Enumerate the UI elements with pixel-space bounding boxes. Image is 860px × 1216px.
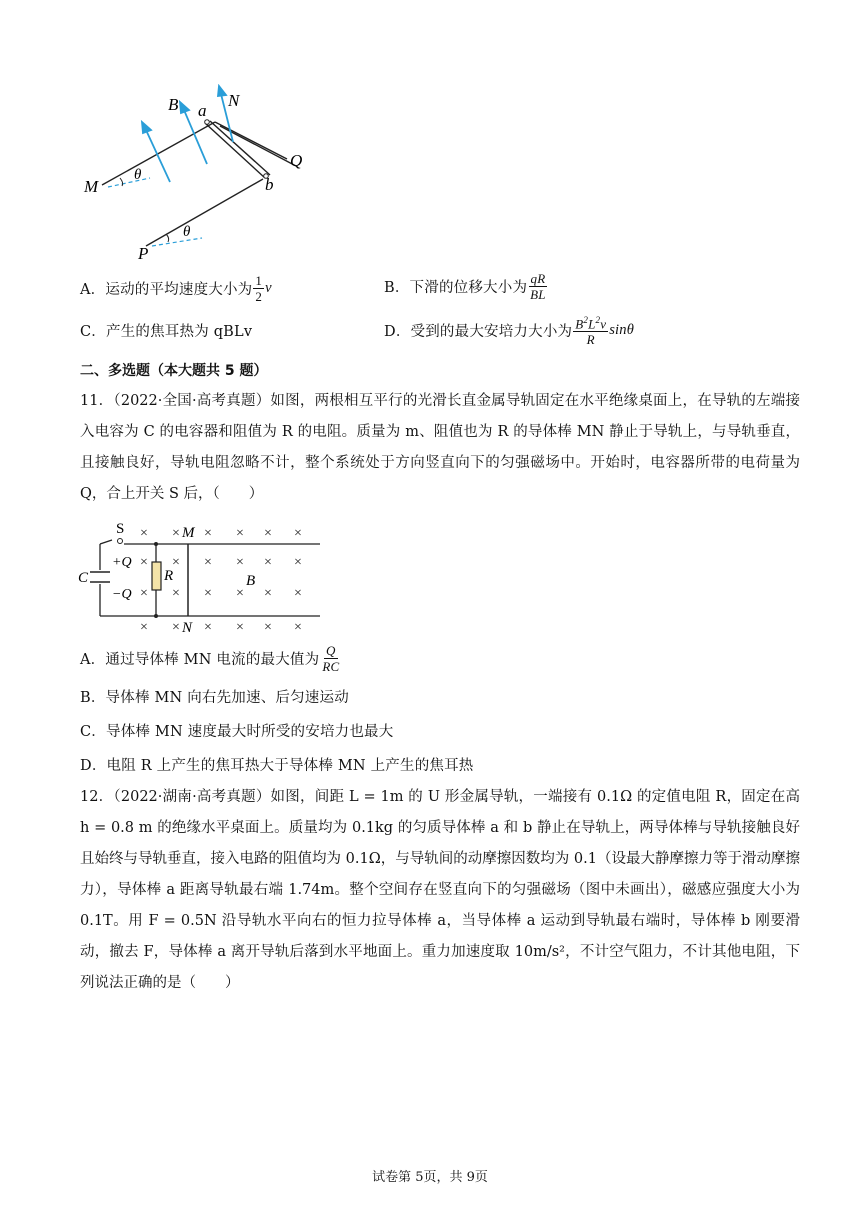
option-d-q10 — [384, 310, 634, 350]
svg-text:×: × — [264, 526, 272, 541]
question-12-text: 12．（2022·湖南·高考真题）如图，间距 L = 1m 的 U 形金属导轨，一端接有 0.1Ω 的定值电阻 R，固定在高 h = 0.8 m 的绝缘水平桌面上。质量均为 0.1kg 的匀质导体棒 a 和 b 静止在导轨上，两导体棒与导轨接触良好且始终与导轨垂直，接入电路的阻值均为 0.1Ω，与导轨间的动摩擦因数均为 0.1（设最大静摩擦力等于滑动摩擦力），导体棒 a 距离导轨最右端 1.74m。整个空间存在竖直向下的匀强磁场（图中未画出），磁感应强度大小为 0.1T。用 F = 0.5N 沿导轨水平向右的恒力拉导体棒 a，当导体棒 a 运动到导轨最右端时，导体棒 b 刚要滑动，撤去 F，导体棒 a 离开导轨后落到水平地面上。重力加速度取 10m/s²，不计空气阻力，不计其他电阻，下列说法正确的是（ ） — [80, 789, 800, 991]
svg-text:×: × — [236, 555, 244, 570]
option-b-fraction — [528, 271, 548, 302]
circuit-label-minus-q: −Q — [112, 587, 132, 602]
question-11-text: 11．（2022·全国·高考真题）如图，两根相互平行的光滑长直金属导轨固定在水平绝缘桌面上，在导轨的左端接入电容为 C 的电容器和阻值为 R 的电阻。质量为 m、阻值也为 R 的导体棒 MN 静止于导轨上，与导轨垂直，且接触良好，导轨电阻忽略不计，整个系统处于方向竖直向下的匀强磁场中。开始时，电容器所带的电荷量为 Q，合上开关 S 后，（ ） — [80, 393, 800, 502]
circuit-label-M: M — [182, 525, 195, 541]
svg-text:×: × — [294, 620, 302, 635]
svg-text:×: × — [294, 586, 302, 601]
option-d-num: $B^2L^2v$ — [575, 314, 607, 332]
svg-text:×: × — [140, 620, 148, 635]
svg-text:×: × — [140, 586, 148, 601]
circuit-label-R: R — [164, 568, 174, 584]
option-b-den: BL — [530, 286, 546, 302]
svg-text:×: × — [204, 526, 212, 541]
q11-option-b: B．导体棒 MN 向右先加速、后匀速运动 — [80, 690, 349, 706]
figure-inclined-rails — [80, 84, 340, 264]
option-b-text: B．下滑的位移大小为 — [384, 279, 528, 296]
svg-text:×: × — [264, 586, 272, 601]
svg-text:×: × — [172, 620, 180, 635]
label-Q: Q — [290, 151, 303, 170]
svg-text:×: × — [294, 555, 302, 570]
option-d-den: R — [586, 332, 595, 348]
option-d-tail: sinθ — [609, 321, 635, 338]
svg-text:×: × — [172, 586, 180, 601]
option-a-fraction — [253, 273, 264, 304]
svg-text:×: × — [204, 586, 212, 601]
circuit-label-plus-q: +Q — [112, 555, 132, 570]
q11-option-a-den: RC — [322, 658, 340, 674]
label-N: N — [228, 91, 240, 110]
circuit-label-N: N — [182, 620, 193, 636]
option-a-den: 2 — [255, 288, 263, 304]
svg-text:×: × — [264, 555, 272, 570]
svg-text:×: × — [172, 555, 180, 570]
section-heading: 二、多选题（本大题共 5 题） — [80, 363, 268, 379]
circuit-label-C: C — [78, 570, 89, 586]
svg-text:×: × — [294, 526, 302, 541]
option-a-text: A．运动的平均速度大小为 — [80, 281, 253, 298]
svg-text:×: × — [172, 526, 180, 541]
label-P: P — [138, 244, 149, 263]
svg-text:×: × — [140, 526, 148, 541]
q11-option-d: D．电阻 R 上产生的焦耳热大于导体棒 MN 上产生的焦耳热 — [80, 758, 474, 774]
figure-capacitor-circuit — [78, 518, 328, 638]
option-d-text: D．受到的最大安培力大小为 — [384, 323, 573, 340]
option-d-fraction — [573, 313, 608, 347]
svg-text:×: × — [236, 620, 244, 635]
label-B: B — [168, 95, 179, 114]
option-a-var: v — [265, 279, 272, 296]
label-M: M — [84, 177, 99, 196]
label-theta-2: θ — [183, 224, 191, 240]
svg-text:×: × — [236, 526, 244, 541]
svg-text:×: × — [264, 620, 272, 635]
svg-text:×: × — [236, 586, 244, 601]
q11-option-a-text: A．通过导体棒 MN 电流的最大值为 — [80, 651, 320, 668]
q11-option-a-fraction — [320, 643, 341, 674]
circuit-label-B: B — [246, 573, 256, 589]
circuit-label-S: S — [116, 521, 125, 537]
label-theta-1: θ — [134, 167, 142, 183]
option-b-q10 — [384, 268, 549, 304]
q11-option-a-num: Q — [326, 642, 336, 658]
option-a-q10 — [80, 270, 272, 306]
label-b: b — [265, 175, 274, 194]
svg-text:×: × — [204, 620, 212, 635]
option-c-q10: C．产生的焦耳热为 qBLv — [80, 324, 253, 340]
label-a: a — [198, 101, 207, 120]
option-b-num: qR — [530, 270, 546, 286]
svg-text:×: × — [204, 555, 212, 570]
page-footer: 试卷第 5页，共 9页 — [372, 1170, 488, 1185]
q11-option-a — [80, 638, 342, 678]
svg-text:×: × — [140, 555, 148, 570]
option-a-num: 1 — [255, 272, 263, 288]
q11-option-c: C．导体棒 MN 速度最大时所受的安培力也最大 — [80, 724, 394, 740]
